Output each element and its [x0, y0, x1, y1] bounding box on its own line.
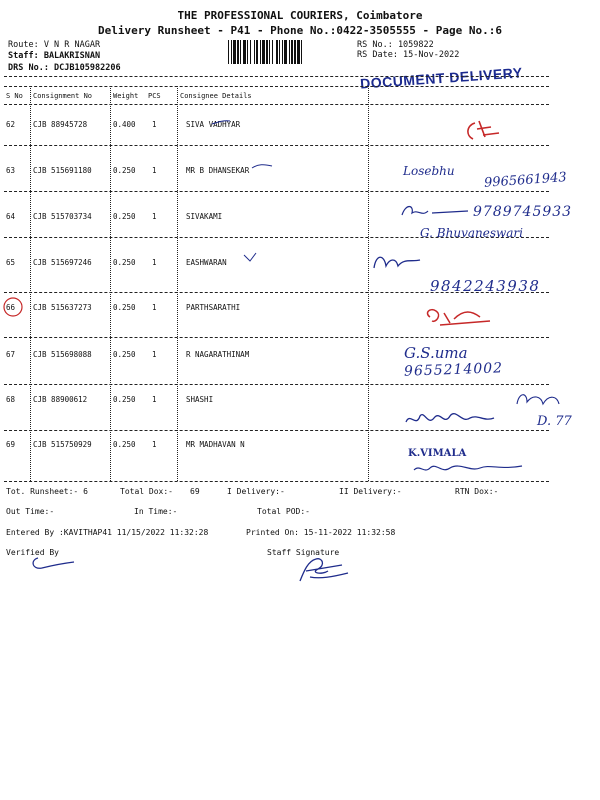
row-pcs: 1	[152, 440, 157, 449]
col-header-weight: Weight	[113, 92, 139, 100]
row-consignee: PARTHSARATHI	[186, 303, 241, 312]
row-pcs: 1	[152, 258, 157, 267]
runsheet-subtitle: Delivery Runsheet - P41 - Phone No.:0422-3505555 - Page No.:6	[98, 24, 502, 37]
row-pcs: 1	[152, 303, 157, 312]
signature-mark	[370, 248, 430, 276]
rtn-dox: RTN Dox:-	[455, 487, 499, 496]
handwritten-phone: 9842243938	[430, 277, 541, 295]
row-sno: 69	[6, 440, 16, 449]
divider	[4, 481, 549, 482]
row-consignment-no: CJB 88945728	[33, 120, 88, 129]
printed-on: Printed On: 15-11-2022 11:32:58	[246, 528, 396, 537]
row-divider	[4, 191, 549, 192]
signature-mark-red	[455, 113, 525, 149]
row-weight: 0.400	[113, 120, 136, 129]
tick-mark	[250, 160, 274, 172]
row-weight: 0.250	[113, 350, 136, 359]
barcode-image	[228, 40, 348, 64]
entered-by: Entered By :KAVITHAP41 11/15/2022 11:32:28	[6, 528, 209, 537]
handwritten-phone: 9789745933	[473, 204, 573, 220]
i-delivery: I Delivery:-	[227, 487, 285, 496]
row-sno: 67	[6, 350, 16, 359]
divider	[4, 76, 549, 77]
company-title: THE PROFESSIONAL COURIERS, Coimbatore	[177, 9, 423, 22]
row-consignee: SIVA VADHYAR	[186, 120, 241, 129]
row-weight: 0.250	[113, 303, 136, 312]
drs-number: DRS No.: DCJB105982206	[8, 63, 121, 73]
row-consignee: SIVAKAMI	[186, 212, 223, 221]
col-header-sno: S No	[6, 92, 23, 100]
row-weight: 0.250	[113, 440, 136, 449]
row-weight: 0.250	[113, 395, 136, 404]
total-dox-label: Total Dox:-	[120, 487, 173, 496]
signature-mark	[398, 201, 473, 223]
row-divider	[4, 384, 549, 385]
circle-mark-red	[2, 296, 24, 318]
row-consignment-no: CJB 515697246	[33, 258, 92, 267]
row-consignment-no: CJB 88900612	[33, 395, 88, 404]
row-weight: 0.250	[113, 166, 136, 175]
row-consignee: R NAGARATHINAM	[186, 350, 250, 359]
row-consignee: MR MADHAVAN N	[186, 440, 245, 449]
row-consignment-no: CJB 515691180	[33, 166, 92, 175]
in-time: In Time:-	[134, 507, 178, 516]
row-pcs: 1	[152, 166, 157, 175]
row-consignment-no: CJB 515703734	[33, 212, 92, 221]
row-sno: 66	[6, 303, 16, 312]
route-label: Route: V N R NAGAR	[8, 40, 101, 50]
row-consignee: MR B DHANSEKAR	[186, 166, 250, 175]
row-pcs: 1	[152, 350, 157, 359]
handwritten-phone: 9965661943	[483, 170, 568, 191]
row-pcs: 1	[152, 120, 157, 129]
row-pcs: 1	[152, 212, 157, 221]
out-time: Out Time:-	[6, 507, 55, 516]
row-consignee: SHASHI	[186, 395, 214, 404]
col-header-consignee: Consignee Details	[180, 92, 252, 100]
signature-mark	[402, 402, 497, 434]
row-sno: 65	[6, 258, 16, 267]
tick-mark	[210, 118, 234, 128]
handwritten-name: Losebhu	[403, 164, 455, 178]
signature-mark-red	[420, 303, 500, 331]
handwritten-phone: 9655214002	[403, 360, 504, 380]
handwritten-name: G.S.uma	[404, 344, 468, 362]
row-sno: 64	[6, 212, 16, 221]
row-weight: 0.250	[113, 258, 136, 267]
total-dox-value: 69	[190, 487, 200, 496]
row-weight: 0.250	[113, 212, 136, 221]
row-divider	[4, 237, 549, 238]
row-consignment-no: CJB 515750929	[33, 440, 92, 449]
row-divider	[4, 337, 549, 338]
divider	[4, 104, 549, 105]
staff-label: Staff: BALAKRISNAN	[8, 51, 101, 61]
row-sno: 68	[6, 395, 16, 404]
rs-number: RS No.: 1059822	[357, 40, 434, 50]
row-consignment-no: CJB 515637273	[33, 303, 92, 312]
verified-by-label: Verified By	[6, 548, 59, 557]
total-pod: Total POD:-	[257, 507, 310, 516]
staff-signature	[292, 553, 354, 585]
row-consignee: EASHWARAN	[186, 258, 227, 267]
signature-mark	[410, 458, 525, 478]
row-sno: 62	[6, 120, 16, 129]
handwritten-door-no: D. 77	[537, 414, 572, 429]
staff-signature-label: Staff Signature	[267, 548, 340, 557]
rs-date: RS Date: 15-Nov-2022	[357, 50, 460, 60]
tick-mark	[242, 251, 258, 265]
verifier-signature	[28, 550, 78, 572]
handwritten-name: K.VIMALA	[408, 448, 467, 459]
col-header-pcs: PCS	[148, 92, 161, 100]
row-divider	[4, 292, 549, 293]
total-runsheet: Tot. Runsheet:- 6	[6, 487, 88, 496]
row-sno: 63	[6, 166, 16, 175]
signature-mark	[513, 388, 563, 412]
divider	[4, 86, 549, 87]
row-consignment-no: CJB 515698088	[33, 350, 92, 359]
ii-delivery: II Delivery:-	[339, 487, 402, 496]
col-header-consignment: Consignment No	[33, 92, 93, 100]
document-delivery-stamp: DOCUMENT DELIVERY	[359, 64, 524, 92]
handwritten-name: G. Bhuvaneswari	[420, 226, 523, 240]
row-pcs: 1	[152, 395, 157, 404]
